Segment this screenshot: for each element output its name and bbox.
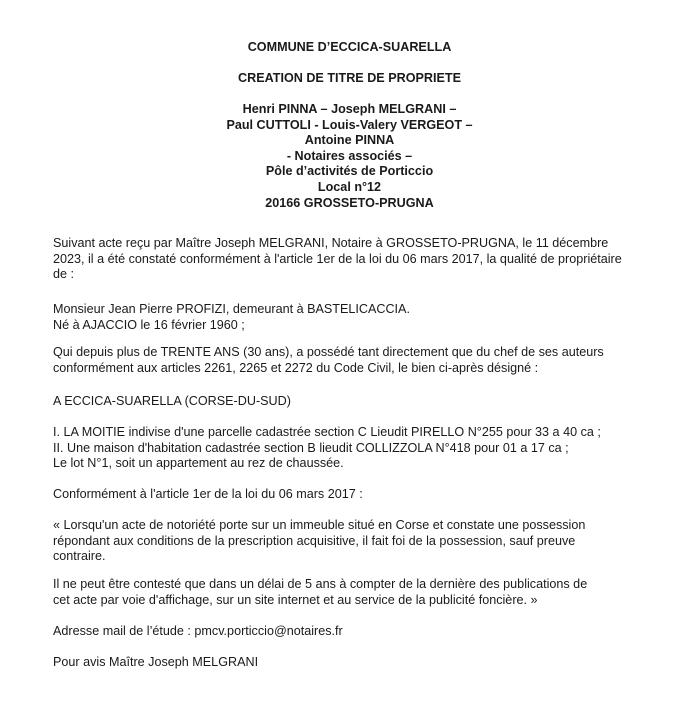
signature-line <box>53 655 663 671</box>
office-line: 20166 GROSSETO-PRUGNA <box>265 195 434 210</box>
text-line: cet acte par voie d'affichage, sur un site internet et au service de la publicité foncière. » <box>53 592 538 607</box>
location-line <box>53 394 663 410</box>
quote-paragraph-1 <box>53 518 663 565</box>
office-line: Antoine PINNA <box>304 133 395 148</box>
quote-paragraph-2 <box>53 577 663 608</box>
text-line: contraire. <box>53 549 106 564</box>
text-line: « Lorsqu'un acte de notoriété porte sur un immeuble situé en Corse et constate une possession <box>53 518 586 532</box>
office-line: Local n°12 <box>317 179 382 194</box>
email-address: pmcv.porticcio@notaires.fr <box>194 624 343 638</box>
email-line <box>53 624 663 640</box>
text-line: Monsieur Jean Pierre PROFIZI, demeurant à BASTELICACCIA. <box>53 302 410 316</box>
text-line: II. Une maison d'habitation cadastrée section B lieudit COLLIZZOLA N°418 pour 01 a 17 ca ; <box>53 440 569 455</box>
commune-title: COMMUNE D’ECCICA-SUARELLA <box>247 40 452 54</box>
office-line: - Notaires associés – <box>286 148 413 163</box>
text-line: Il ne peut être contesté que dans un délai de 5 ans à compter de la dernière des publications de <box>53 577 588 591</box>
text-line: 2023, il a été constaté conformément à l'article 1er de la loi du 06 mars 2017, la qualité de propriétaire <box>53 251 622 266</box>
notary-office-block <box>0 102 699 211</box>
owner-paragraph <box>53 302 663 333</box>
law-reference <box>53 487 663 503</box>
text-line: Qui depuis plus de TRENTE ANS (30 ans), a possédé tant directement que du chef de ses auteurs <box>53 345 604 359</box>
intro-paragraph <box>53 236 663 283</box>
text-line: I. LA MOITIE indivise d'une parcelle cadastrée section C Lieudit PIRELLO N°255 pour 33 a 40 ca ; <box>53 425 601 439</box>
possession-paragraph <box>53 345 663 376</box>
text-line: Pour avis Maître Joseph MELGRANI <box>53 655 259 669</box>
text-line: répondant aux conditions de la prescription acquisitive, il fait foi de la possession, sauf preuve <box>53 533 576 548</box>
text-line: conformément aux articles 2261, 2265 et 2272 du Code Civil, le bien ci-après désigné : <box>53 360 539 375</box>
office-line: Henri PINNA – Joseph MELGRANI – <box>242 102 457 116</box>
text-line: Conformément à l'article 1er de la loi du 06 mars 2017 : <box>53 487 363 501</box>
office-line: Pôle d’activités de Porticcio <box>265 164 434 179</box>
text-line: Suivant acte reçu par Maître Joseph MELGRANI, Notaire à GROSSETO-PRUGNA, le 11 décembre <box>53 236 609 250</box>
text-line: A ECCICA-SUARELLA (CORSE-DU-SUD) <box>53 394 291 408</box>
text-line: de : <box>53 267 75 282</box>
office-line: Paul CUTTOLI - Louis-Valery VERGEOT – <box>226 117 473 132</box>
email-label: Adresse mail de l’étude : <box>53 624 195 638</box>
property-paragraph <box>53 425 663 472</box>
act-title: CREATION DE TITRE DE PROPRIETE <box>238 71 461 85</box>
text-line: Le lot N°1, soit un appartement au rez de chaussée. <box>53 456 344 471</box>
text-line: Né à AJACCIO le 16 février 1960 ; <box>53 317 245 332</box>
